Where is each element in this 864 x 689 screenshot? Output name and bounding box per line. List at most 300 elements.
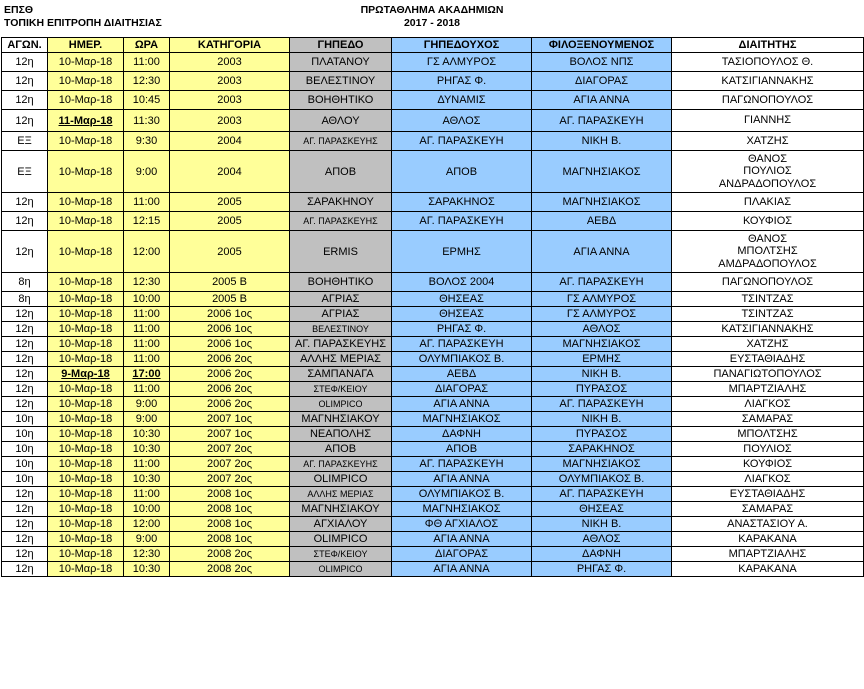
cell-away-team: ΡΗΓΑΣ Φ.: [532, 562, 672, 577]
cell-venue: ΜΑΓΝΗΣΙΑΚΟΥ: [290, 502, 392, 517]
cell-category: 2005: [170, 231, 290, 273]
cell-category: 2004: [170, 151, 290, 193]
referee-name: ΠΟΥΛΙΟΣ: [743, 165, 792, 178]
cell-time: 11:00: [124, 487, 170, 502]
cell-referee: [672, 517, 864, 532]
cell-venue: ΑΓΡΙΑΣ: [290, 307, 392, 322]
cell-venue: ΑΓ. ΠΑΡΑΣΚΕΥΗΣ: [290, 337, 392, 352]
cell-away-team: ΕΡΜΗΣ: [532, 352, 672, 367]
cell-round: ΕΞ: [2, 151, 48, 193]
referee-name: ΜΠΑΡΤΖΙΑΛΗΣ: [728, 547, 807, 560]
col-header-time: ΩΡΑ: [124, 38, 170, 53]
cell-category: 2007 2ος: [170, 442, 290, 457]
cell-referee: [672, 502, 864, 517]
cell-venue: ΑΓ. ΠΑΡΑΣΚΕΥΗΣ: [290, 212, 392, 231]
referee-name: ΘΑΝΟΣ: [748, 152, 787, 165]
cell-category: 2003: [170, 110, 290, 132]
cell-round: 12η: [2, 322, 48, 337]
cell-referee: [672, 273, 864, 292]
cell-category: 2003: [170, 91, 290, 110]
cell-time: 11:30: [124, 110, 170, 132]
cell-away-team: ΒΟΛΟΣ ΝΠΣ: [532, 53, 672, 72]
referee-name: ΜΠΟΛΤΣΗΣ: [737, 427, 798, 440]
referee-name: ΚΑΤΣΙΓΙΑΝΝΑΚΗΣ: [721, 74, 814, 87]
cell-home-team: ΡΗΓΑΣ Φ.: [392, 322, 532, 337]
cell-home-team: ΑΕΒΔ: [392, 367, 532, 382]
cell-venue: ΑΓ. ΠΑΡΑΣΚΕΥΗΣ: [290, 457, 392, 472]
cell-category: 2006 2ος: [170, 352, 290, 367]
cell-category: 2008 1ος: [170, 517, 290, 532]
cell-home-team: ΑΠΟΒ: [392, 151, 532, 193]
cell-date: 10-Μαρ-18: [48, 502, 124, 517]
referee-name: ΠΑΝΑΓΙΩΤΟΠΟΥΛΟΣ: [713, 367, 822, 380]
cell-category: 2005: [170, 212, 290, 231]
table-row: [2, 457, 864, 472]
cell-away-team: ΜΑΓΝΗΣΙΑΚΟΣ: [532, 457, 672, 472]
cell-date: 10-Μαρ-18: [48, 352, 124, 367]
cell-home-team: ΡΗΓΑΣ Φ.: [392, 72, 532, 91]
cell-date: 10-Μαρ-18: [48, 53, 124, 72]
cell-venue: OLIMPICO: [290, 562, 392, 577]
cell-home-team: ΔΑΦΝΗ: [392, 427, 532, 442]
cell-home-team: ΕΡΜΗΣ: [392, 231, 532, 273]
cell-venue: ΑΓ. ΠΑΡΑΣΚΕΥΗΣ: [290, 132, 392, 151]
referee-name: ΠΟΥΛΙΟΣ: [743, 442, 792, 455]
cell-home-team: ΑΓΙΑ ΑΝΝΑ: [392, 562, 532, 577]
cell-category: 2008 1ος: [170, 502, 290, 517]
table-row: [2, 322, 864, 337]
cell-away-team: ΔΙΑΓΟΡΑΣ: [532, 72, 672, 91]
cell-home-team: ΘΗΣΕΑΣ: [392, 292, 532, 307]
cell-round: 12η: [2, 212, 48, 231]
cell-venue: OLIMPICO: [290, 397, 392, 412]
table-row: [2, 412, 864, 427]
page-title: ΠΡΩΤΑΘΛΗΜΑ ΑΚΑΔΗΜΙΩΝ: [360, 4, 504, 16]
table-row: [2, 382, 864, 397]
cell-home-team: ΑΓ. ΠΑΡΑΣΚΕΥΗ: [392, 132, 532, 151]
referee-name: ΓΙΑΝΝΗΣ: [743, 114, 792, 127]
referee-name: ΣΑΜΑΡΑΣ: [741, 502, 794, 515]
cell-date: 10-Μαρ-18: [48, 292, 124, 307]
cell-time: 11:00: [124, 193, 170, 212]
referee-name: ΚΟΥΦΙΟΣ: [742, 214, 793, 227]
col-header-round: ΑΓΩΝ.: [2, 38, 48, 53]
referee-name: ΠΛΑΚΙΑΣ: [743, 195, 792, 208]
referee-name: ΠΑΓΩΝΟΠΟΥΛΟΣ: [721, 275, 814, 288]
cell-category: 2008 1ος: [170, 487, 290, 502]
cell-date: 10-Μαρ-18: [48, 307, 124, 322]
cell-round: 12η: [2, 193, 48, 212]
cell-home-team: ΜΑΓΝΗΣΙΑΚΟΣ: [392, 502, 532, 517]
cell-referee: [672, 212, 864, 231]
cell-round: 12η: [2, 397, 48, 412]
cell-date: 10-Μαρ-18: [48, 472, 124, 487]
table-row: [2, 367, 864, 382]
cell-away-team: ΟΛΥΜΠΙΑΚΟΣ Β.: [532, 472, 672, 487]
cell-date: 10-Μαρ-18: [48, 273, 124, 292]
cell-date: 10-Μαρ-18: [48, 337, 124, 352]
referee-name: ΑΝΑΣΤΑΣΙΟΥ Α.: [727, 517, 808, 530]
cell-date: 10-Μαρ-18: [48, 212, 124, 231]
cell-away-team: ΣΑΡΑΚΗΝΟΣ: [532, 442, 672, 457]
cell-venue: ΠΛΑΤΑΝΟΥ: [290, 53, 392, 72]
cell-referee: [672, 532, 864, 547]
referee-name: ΧΑΤΖΗΣ: [746, 134, 789, 147]
referee-name: ΤΣΙΝΤΖΑΣ: [741, 307, 794, 320]
cell-time: 12:00: [124, 231, 170, 273]
cell-date: 10-Μαρ-18: [48, 487, 124, 502]
cell-date: 11-Μαρ-18: [48, 110, 124, 132]
referee-name: ΚΑΤΣΙΓΙΑΝΝΑΚΗΣ: [721, 322, 814, 335]
cell-venue: ΑΠΟΒ: [290, 442, 392, 457]
cell-away-team: ΑΓ. ΠΑΡΑΣΚΕΥΗ: [532, 487, 672, 502]
cell-time: 12:30: [124, 547, 170, 562]
cell-referee: [672, 337, 864, 352]
cell-venue: ΒΟΗΘΗΤΙΚΟ: [290, 91, 392, 110]
cell-round: 12η: [2, 562, 48, 577]
cell-venue: OLIMPICO: [290, 472, 392, 487]
cell-referee: [672, 307, 864, 322]
referee-name: ΛΙΑΓΚΟΣ: [744, 472, 791, 485]
cell-home-team: ΒΟΛΟΣ 2004: [392, 273, 532, 292]
col-header-date: ΗΜΕΡ.: [48, 38, 124, 53]
cell-home-team: ΑΘΛΟΣ: [392, 110, 532, 132]
cell-referee: [672, 352, 864, 367]
cell-time: 10:00: [124, 292, 170, 307]
cell-category: 2007 2ος: [170, 457, 290, 472]
cell-date: 10-Μαρ-18: [48, 562, 124, 577]
cell-round: 12η: [2, 382, 48, 397]
cell-referee: [672, 382, 864, 397]
cell-venue: ΑΛΛΗΣ ΜΕΡΙΑΣ: [290, 352, 392, 367]
cell-home-team: ΟΛΥΜΠΙΑΚΟΣ Β.: [392, 487, 532, 502]
cell-category: 2004: [170, 132, 290, 151]
schedule-table: [1, 37, 864, 577]
cell-time: 11:00: [124, 53, 170, 72]
cell-referee: [672, 231, 864, 273]
cell-away-team: ΓΣ ΑΛΜΥΡΟΣ: [532, 292, 672, 307]
cell-away-team: ΝΙΚΗ Β.: [532, 132, 672, 151]
cell-round: 8η: [2, 292, 48, 307]
cell-away-team: ΠΥΡΑΣΟΣ: [532, 427, 672, 442]
cell-date: 10-Μαρ-18: [48, 72, 124, 91]
cell-referee: [672, 151, 864, 193]
referee-name: ΤΣΙΝΤΖΑΣ: [741, 292, 794, 305]
cell-round: 12η: [2, 72, 48, 91]
table-row: [2, 337, 864, 352]
cell-venue: ΝΕΑΠΟΛΗΣ: [290, 427, 392, 442]
cell-away-team: ΝΙΚΗ Β.: [532, 412, 672, 427]
cell-home-team: ΓΣ ΑΛΜΥΡΟΣ: [392, 53, 532, 72]
cell-time: 11:00: [124, 337, 170, 352]
table-row: [2, 212, 864, 231]
cell-referee: [672, 442, 864, 457]
cell-venue: ΑΛΛΗΣ ΜΕΡΙΑΣ: [290, 487, 392, 502]
cell-category: 2007 2ος: [170, 472, 290, 487]
table-row: [2, 352, 864, 367]
cell-away-team: ΑΘΛΟΣ: [532, 322, 672, 337]
cell-home-team: ΑΓΙΑ ΑΝΝΑ: [392, 532, 532, 547]
table-row: [2, 397, 864, 412]
cell-date: 10-Μαρ-18: [48, 517, 124, 532]
cell-venue: OLIMPICO: [290, 532, 392, 547]
col-header-home: ΓΗΠΕΔΟΥΧΟΣ: [392, 38, 532, 53]
cell-away-team: ΑΕΒΔ: [532, 212, 672, 231]
cell-category: 2005 Β: [170, 292, 290, 307]
referee-name: ΤΑΣΙΟΠΟΥΛΟΣ Θ.: [721, 55, 814, 68]
table-row: [2, 273, 864, 292]
cell-time: 12:30: [124, 72, 170, 91]
cell-home-team: ΦΘ ΑΓΧΙΑΛΟΣ: [392, 517, 532, 532]
cell-category: 2006 2ος: [170, 367, 290, 382]
cell-date: 10-Μαρ-18: [48, 193, 124, 212]
table-row: [2, 547, 864, 562]
referee-name: ΕΥΣΤΑΘΙΑΔΗΣ: [729, 487, 806, 500]
cell-referee: [672, 547, 864, 562]
table-header-row: [2, 38, 864, 53]
cell-time: 9:30: [124, 132, 170, 151]
referee-name: ΘΑΝΟΣ: [748, 232, 787, 245]
cell-venue: ΒΕΛΕΣΤΙΝΟΥ: [290, 322, 392, 337]
cell-referee: [672, 91, 864, 110]
cell-time: 9:00: [124, 412, 170, 427]
cell-date: 10-Μαρ-18: [48, 151, 124, 193]
cell-round: 12η: [2, 352, 48, 367]
cell-time: 10:30: [124, 427, 170, 442]
cell-referee: [672, 367, 864, 382]
cell-away-team: ΑΘΛΟΣ: [532, 532, 672, 547]
cell-referee: [672, 412, 864, 427]
referee-name: ΚΑΡΑΚΑΝΑ: [738, 532, 797, 545]
cell-category: 2006 2ος: [170, 397, 290, 412]
cell-time: 12:30: [124, 273, 170, 292]
cell-date: 10-Μαρ-18: [48, 397, 124, 412]
cell-home-team: ΑΓ. ΠΑΡΑΣΚΕΥΗ: [392, 337, 532, 352]
table-row: [2, 91, 864, 110]
cell-venue: ΣΑΜΠΑΝΑΓΑ: [290, 367, 392, 382]
cell-away-team: ΠΥΡΑΣΟΣ: [532, 382, 672, 397]
referee-name: ΚΟΥΦΙΟΣ: [742, 457, 793, 470]
cell-home-team: ΑΓ. ΠΑΡΑΣΚΕΥΗ: [392, 212, 532, 231]
cell-round: 12η: [2, 487, 48, 502]
cell-round: 10η: [2, 442, 48, 457]
cell-date: 10-Μαρ-18: [48, 132, 124, 151]
cell-referee: [672, 322, 864, 337]
cell-referee: [672, 562, 864, 577]
cell-away-team: ΜΑΓΝΗΣΙΑΚΟΣ: [532, 337, 672, 352]
cell-round: 12η: [2, 91, 48, 110]
cell-referee: [672, 457, 864, 472]
referee-name: ΕΥΣΤΑΘΙΑΔΗΣ: [729, 352, 806, 365]
cell-time: 9:00: [124, 532, 170, 547]
cell-date: 10-Μαρ-18: [48, 412, 124, 427]
cell-time: 11:00: [124, 307, 170, 322]
cell-category: 2006 1ος: [170, 322, 290, 337]
cell-home-team: ΑΠΟΒ: [392, 442, 532, 457]
cell-round: 12η: [2, 517, 48, 532]
cell-venue: ΜΑΓΝΗΣΙΑΚΟΥ: [290, 412, 392, 427]
cell-time: 11:00: [124, 352, 170, 367]
cell-venue: ΑΓΧΙΑΛΟΥ: [290, 517, 392, 532]
cell-away-team: ΜΑΓΝΗΣΙΑΚΟΣ: [532, 151, 672, 193]
cell-referee: [672, 53, 864, 72]
cell-date: 10-Μαρ-18: [48, 322, 124, 337]
cell-away-team: ΜΑΓΝΗΣΙΑΚΟΣ: [532, 193, 672, 212]
cell-category: 2006 1ος: [170, 307, 290, 322]
table-row: [2, 427, 864, 442]
cell-home-team: ΔΙΑΓΟΡΑΣ: [392, 382, 532, 397]
table-row: [2, 502, 864, 517]
cell-venue: ΑΓΡΙΑΣ: [290, 292, 392, 307]
cell-time: 11:00: [124, 382, 170, 397]
cell-round: 10η: [2, 412, 48, 427]
cell-referee: [672, 292, 864, 307]
cell-category: 2005 Β: [170, 273, 290, 292]
cell-category: 2003: [170, 53, 290, 72]
cell-away-team: ΑΓ. ΠΑΡΑΣΚΕΥΗ: [532, 273, 672, 292]
cell-category: 2008 1ος: [170, 532, 290, 547]
cell-time: 12:15: [124, 212, 170, 231]
cell-home-team: ΑΓ. ΠΑΡΑΣΚΕΥΗ: [392, 457, 532, 472]
cell-date: 10-Μαρ-18: [48, 442, 124, 457]
table-row: [2, 151, 864, 193]
cell-away-team: ΑΓΙΑ ΑΝΝΑ: [532, 91, 672, 110]
table-row: [2, 472, 864, 487]
referee-name: ΑΝΔΡΑΔΟΠΟΥΛΟΣ: [718, 177, 817, 190]
cell-time: 10:30: [124, 442, 170, 457]
cell-date: 10-Μαρ-18: [48, 427, 124, 442]
cell-time: 9:00: [124, 151, 170, 193]
referee-name: ΧΑΤΖΗΣ: [746, 337, 789, 350]
table-row: [2, 307, 864, 322]
cell-round: 12η: [2, 502, 48, 517]
col-header-category: ΚΑΤΗΓΟΡΙΑ: [170, 38, 290, 53]
table-row: [2, 487, 864, 502]
cell-referee: [672, 487, 864, 502]
referee-name: ΑΜΔΡΑΔΟΠΟΥΛΟΣ: [718, 257, 817, 270]
cell-date: 10-Μαρ-18: [48, 547, 124, 562]
table-row: [2, 442, 864, 457]
cell-category: 2008 2ος: [170, 547, 290, 562]
cell-time: 17:00: [124, 367, 170, 382]
cell-home-team: ΣΑΡΑΚΗΝΟΣ: [392, 193, 532, 212]
cell-time: 11:00: [124, 322, 170, 337]
cell-category: 2007 1ος: [170, 427, 290, 442]
cell-time: 10:45: [124, 91, 170, 110]
cell-referee: [672, 193, 864, 212]
cell-venue: ΣΤΕΦ/ΚΕΙΟΥ: [290, 382, 392, 397]
table-row: [2, 193, 864, 212]
cell-category: 2008 2ος: [170, 562, 290, 577]
cell-referee: [672, 132, 864, 151]
table-row: [2, 517, 864, 532]
cell-round: 8η: [2, 273, 48, 292]
cell-home-team: ΜΑΓΝΗΣΙΑΚΟΣ: [392, 412, 532, 427]
cell-away-team: ΑΓΙΑ ΑΝΝΑ: [532, 231, 672, 273]
table-row: [2, 532, 864, 547]
cell-home-team: ΔΙΑΓΟΡΑΣ: [392, 547, 532, 562]
cell-date: 10-Μαρ-18: [48, 91, 124, 110]
cell-round: 12η: [2, 307, 48, 322]
cell-venue: ERMIS: [290, 231, 392, 273]
cell-time: 12:00: [124, 517, 170, 532]
cell-venue: ΒΟΗΘΗΤΙΚΟ: [290, 273, 392, 292]
cell-category: 2005: [170, 193, 290, 212]
cell-round: 12η: [2, 110, 48, 132]
cell-round: 12η: [2, 231, 48, 273]
cell-category: 2006 2ος: [170, 382, 290, 397]
cell-referee: [672, 110, 864, 132]
cell-away-team: ΔΑΦΝΗ: [532, 547, 672, 562]
col-header-away: ΦΙΛΟΞΕΝΟΥΜΕΝΟΣ: [532, 38, 672, 53]
cell-time: 11:00: [124, 457, 170, 472]
cell-round: 12η: [2, 547, 48, 562]
cell-venue: ΑΠΟΒ: [290, 151, 392, 193]
referee-name: ΛΙΑΓΚΟΣ: [744, 397, 791, 410]
season-label: 2017 - 2018: [403, 17, 461, 29]
cell-time: 10:30: [124, 472, 170, 487]
col-header-referee: ΔΙΑΙΤΗΤΗΣ: [672, 38, 864, 53]
cell-date: 9-Μαρ-18: [48, 367, 124, 382]
cell-round: 10η: [2, 457, 48, 472]
org-subtitle: ΤΟΠΙΚΗ ΕΠΙΤΡΟΠΗ ΔΙΑΙΤΗΣΙΑΣ: [4, 17, 162, 29]
cell-referee: [672, 427, 864, 442]
cell-category: 2003: [170, 72, 290, 91]
cell-date: 10-Μαρ-18: [48, 532, 124, 547]
referee-name: ΜΠΟΛΤΣΗΣ: [737, 245, 798, 258]
cell-round: 12η: [2, 532, 48, 547]
cell-round: 12η: [2, 337, 48, 352]
org-name: ΕΠΣΘ: [4, 4, 34, 16]
referee-name: ΜΠΑΡΤΖΙΑΛΗΣ: [728, 382, 807, 395]
col-header-venue: ΓΗΠΕΔΟ: [290, 38, 392, 53]
cell-venue: ΑΘΛΟΥ: [290, 110, 392, 132]
cell-category: 2007 1ος: [170, 412, 290, 427]
cell-home-team: ΔΥΝΑΜΙΣ: [392, 91, 532, 110]
referee-name: ΚΑΡΑΚΑΝΑ: [738, 562, 797, 575]
cell-home-team: ΟΛΥΜΠΙΑΚΟΣ Β.: [392, 352, 532, 367]
cell-category: 2006 1ος: [170, 337, 290, 352]
table-row: [2, 72, 864, 91]
cell-away-team: ΝΙΚΗ Β.: [532, 367, 672, 382]
cell-away-team: ΑΓ. ΠΑΡΑΣΚΕΥΗ: [532, 110, 672, 132]
cell-home-team: ΑΓΙΑ ΑΝΝΑ: [392, 472, 532, 487]
table-row: [2, 292, 864, 307]
table-row: [2, 53, 864, 72]
table-row: [2, 562, 864, 577]
cell-round: 12η: [2, 367, 48, 382]
cell-away-team: ΑΓ. ΠΑΡΑΣΚΕΥΗ: [532, 397, 672, 412]
table-row: [2, 110, 864, 132]
cell-time: 9:00: [124, 397, 170, 412]
referee-name: ΣΑΜΑΡΑΣ: [741, 412, 794, 425]
cell-venue: ΒΕΛΕΣΤΙΝΟΥ: [290, 72, 392, 91]
cell-referee: [672, 72, 864, 91]
cell-date: 10-Μαρ-18: [48, 382, 124, 397]
referee-name: ΠΑΓΩΝΟΠΟΥΛΟΣ: [721, 93, 814, 106]
cell-referee: [672, 472, 864, 487]
cell-venue: ΣΤΕΦ/ΚΕΙΟΥ: [290, 547, 392, 562]
cell-referee: [672, 397, 864, 412]
cell-away-team: ΓΣ ΑΛΜΥΡΟΣ: [532, 307, 672, 322]
cell-date: 10-Μαρ-18: [48, 231, 124, 273]
cell-home-team: ΘΗΣΕΑΣ: [392, 307, 532, 322]
cell-time: 10:00: [124, 502, 170, 517]
cell-round: 10η: [2, 472, 48, 487]
table-row: [2, 132, 864, 151]
cell-home-team: ΑΓΙΑ ΑΝΝΑ: [392, 397, 532, 412]
table-row: [2, 231, 864, 273]
